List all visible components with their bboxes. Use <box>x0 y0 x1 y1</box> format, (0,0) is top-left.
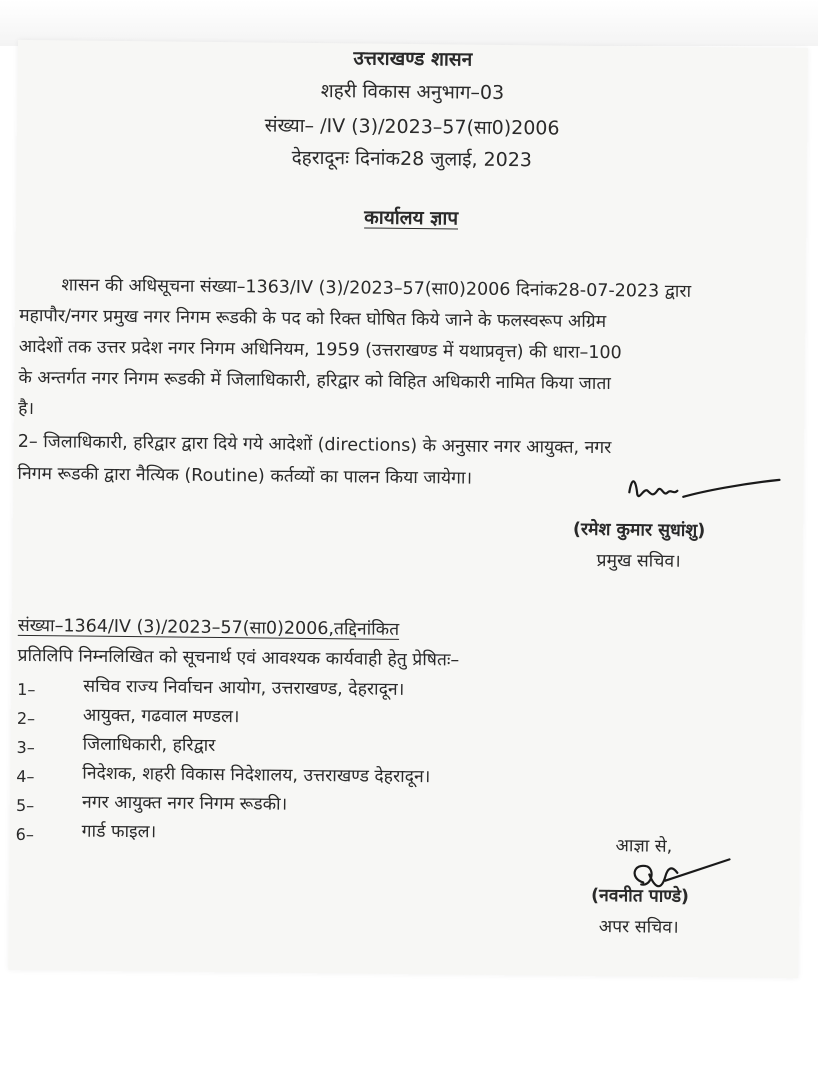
paragraph2-line1: 2– जिलाधिकारी, हरिद्वार द्वारा दिये गये आदेशों (directions) के अनुसार नगर आयुक्त, नगर <box>17 431 612 459</box>
recipient-number: 1– <box>17 679 36 700</box>
paragraph2-line2: निगम रूडकी द्वारा नैत्यिक (Routine) कर्तव्यों का पालन किया जायेगा। <box>17 463 473 489</box>
photo-background <box>0 0 818 46</box>
recipient-text: सचिव राज्य निर्वाचन आयोग, उत्तराखण्ड, देहरादून। <box>83 676 405 700</box>
recipient-number: 4– <box>16 766 35 787</box>
paragraph1-line4: के अन्तर्गत नगर निगम रूडकी में जिलाधिकारी, हरिद्वार को विहित अधिकारी नामित किया जाता <box>18 367 611 395</box>
recipient-text: निदेशक, शहरी विकास निदेशालय, उत्तराखण्ड देहरादून। <box>82 763 431 788</box>
memo-title: कार्यालय ज्ञाप <box>364 206 459 230</box>
paragraph1-line3: आदेशों तक उत्तर प्रदेश नगर निगम अधिनियम, 1959 (उत्तराखण्ड में यथाप्रवृत्त) की धारा–100 <box>18 336 622 364</box>
document-page <box>8 40 808 978</box>
signatory2-name: (नवनीत पाण्डे) <box>590 885 690 907</box>
recipient-text: गार्ड फाइल। <box>81 821 157 843</box>
place-date: देहरादूनः दिनांक28 जुलाई, 2023 <box>291 146 533 172</box>
recipient-number: 5– <box>15 795 35 816</box>
copy-intro: प्रतिलिपि निम्नलिखित को सूचनार्थ एवं आवश्यक कार्यवाही हेतु प्रेषितः– <box>17 645 460 671</box>
copy-reference-number: संख्या–1364/IV (3)/2023–57(सा0)2006,तद्दिनांकित <box>17 615 400 640</box>
signatory1-designation: प्रमुख सचिव। <box>596 550 681 572</box>
recipient-number: 6– <box>15 824 34 845</box>
govt-name: उत्तराखण्ड शासन <box>353 47 473 71</box>
signatory2-designation: अपर सचिव। <box>598 916 679 938</box>
recipient-number: 3– <box>16 737 35 758</box>
department-name: शहरी विकास अनुभाग–03 <box>320 80 505 104</box>
reference-number: संख्या– /IV (3)/2023–57(सा0)2006 <box>264 114 560 140</box>
paragraph1-line2: महापौर/नगर प्रमुख नगर निगम रूडकी के पद को रिक्त घोषित किये जाने के फलस्वरूप अग्रिम <box>19 305 607 333</box>
signatory1-name: (रमेश कुमार सुधांशु) <box>572 519 706 542</box>
recipient-text: जिलाधिकारी, हरिद्वार <box>82 734 216 756</box>
paragraph1-line1: शासन की अधिसूचना संख्या–1363/IV (3)/2023–57(सा0)2006 दिनांक28-07-2023 द्वारा <box>61 275 692 302</box>
recipient-text: नगर आयुक्त नगर निगम रूडकी। <box>81 792 288 815</box>
paragraph1-line5: है। <box>18 398 35 420</box>
by-order-text: आज्ञा से, <box>615 836 673 857</box>
recipient-number: 2– <box>16 708 36 729</box>
signature-1 <box>623 470 783 512</box>
recipient-text: आयुक्त, गढवाल मण्डल। <box>82 705 240 728</box>
